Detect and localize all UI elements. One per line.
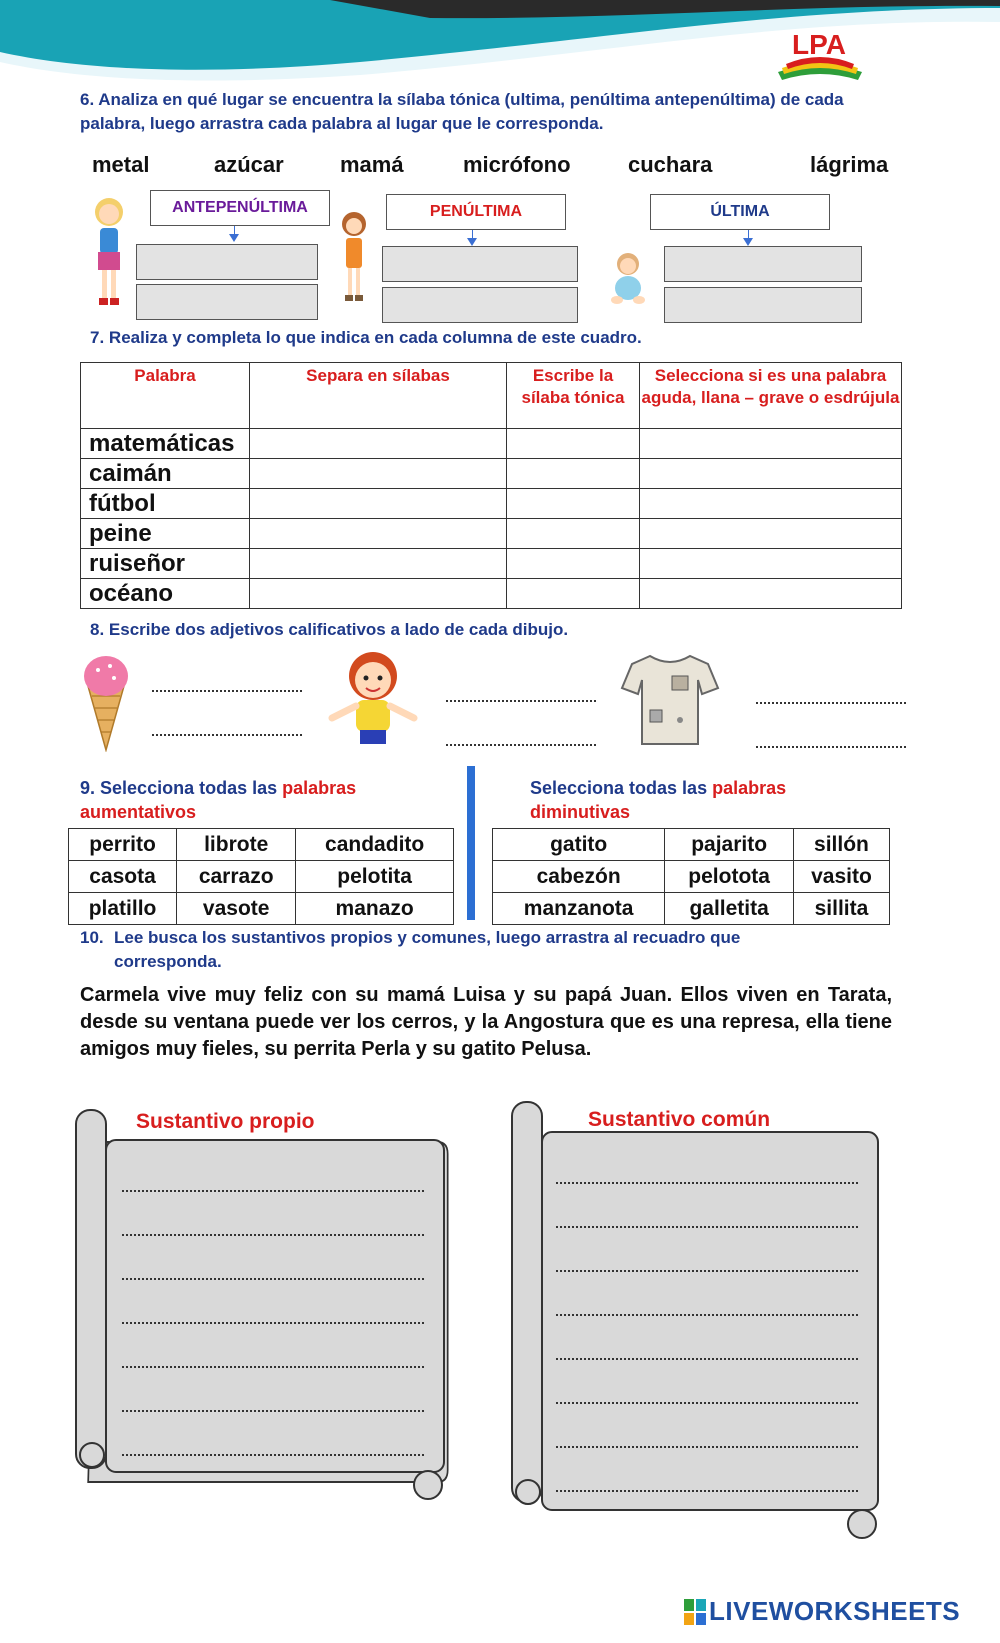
q9-left-prefix: Selecciona todas las [100,778,278,798]
drop-line[interactable] [556,1490,858,1492]
drop-line[interactable] [556,1446,858,1448]
category-ultima: ÚLTIMA [650,194,830,230]
liveworksheets-logo-icon [684,1599,706,1625]
q9-number: 9. [80,778,96,798]
input-cell[interactable] [507,489,640,519]
drop-slot[interactable] [136,244,318,280]
arrow-line [472,230,473,238]
q6-instructions [80,88,910,136]
select-cell[interactable] [640,459,902,489]
girl-illustration [336,208,372,306]
arrow-down-icon [467,238,477,246]
table-word: peine [81,519,250,549]
answer-line[interactable] [446,744,596,746]
input-cell[interactable] [507,429,640,459]
answer-line[interactable] [152,734,302,736]
arrow-down-icon [743,238,753,246]
word-option[interactable]: sillón [793,829,889,861]
drop-slot[interactable] [136,284,318,320]
select-cell[interactable] [640,429,902,459]
drop-slot[interactable] [664,246,862,282]
word-option[interactable]: vasito [793,861,889,893]
drop-line[interactable] [556,1358,858,1360]
drop-slot[interactable] [382,287,578,323]
input-cell[interactable] [507,519,640,549]
input-cell[interactable] [250,489,507,519]
q7-number: 7. [90,328,105,347]
col-header: Separa en sílabas [250,363,507,429]
drop-line[interactable] [556,1182,858,1184]
word-option[interactable]: gatito [493,829,665,861]
arrow-line [748,230,749,238]
input-cell[interactable] [507,549,640,579]
drop-line[interactable] [556,1314,858,1316]
drop-slot[interactable] [664,287,862,323]
q10-text: Lee busca los sustantivos propios y comunes, luego arrastra al recuadro que corresponda. [114,928,741,971]
word-option[interactable]: casota [69,861,177,893]
torn-shirt-icon [620,650,720,750]
word-option[interactable]: platillo [69,893,177,925]
col-header: Selecciona si es una palabra aguda, llana – grave o esdrújula [640,363,902,429]
answer-line[interactable] [446,700,596,702]
q10-number: 10. [80,928,104,947]
draggable-word[interactable]: azúcar [214,152,284,177]
girl-doll-icon [326,646,420,752]
table-word: caimán [81,459,250,489]
input-cell[interactable] [250,519,507,549]
arrow-line [234,226,235,234]
girl-illustration [84,190,134,315]
story-paragraph: Carmela vive muy feliz con su mamá Luisa y su papá Juan. Ellos viven en Tarata, desde su ventana puede ver los cerros, y la Angostura que es una represa, ella tiene amigos muy fieles, su perrita Perla y su gatito Pelusa. [80,984,892,1060]
select-cell[interactable] [640,549,902,579]
augmentative-table [68,828,454,925]
q6-text: Analiza en qué lugar se encuentra la sílaba tónica (ultima, penúltima antepenúltima) de cada palabra, luego arrastra cada palabra al lugar que le corresponda. [80,90,844,133]
syllable-table [80,362,902,609]
table-word: fútbol [81,489,250,519]
select-cell[interactable] [640,579,902,609]
word-option[interactable]: manzanota [493,893,665,925]
word-option[interactable]: sillita [793,893,889,925]
answer-line[interactable] [756,746,906,748]
table-word: océano [81,579,250,609]
drop-line[interactable] [556,1226,858,1228]
footer-brand: LIVEWORKSHEETS [709,1596,961,1626]
ice-cream-icon [80,648,132,752]
word-option[interactable]: pelotota [665,861,794,893]
input-cell[interactable] [250,429,507,459]
word-option[interactable]: perrito [69,829,177,861]
scroll-box-comun [506,1094,890,1554]
select-cell[interactable] [640,519,902,549]
drop-line[interactable] [556,1402,858,1404]
q6-number: 6. [80,90,95,109]
category-penultima: PENÚLTIMA [386,194,566,230]
word-option[interactable]: cabezón [493,861,665,893]
logo-text: LPA [792,29,846,60]
drop-line[interactable] [122,1278,424,1280]
word-option[interactable]: vasote [177,893,296,925]
q9-left-instructions [80,776,460,824]
arrow-down-icon [229,234,239,242]
draggable-word[interactable]: lágrima [810,152,889,177]
drop-line[interactable] [556,1270,858,1272]
q9-left-highlight: palabras aumentativos [80,778,357,822]
box-left-title: Sustantivo propio [136,1110,315,1133]
category-antepenultima: ANTEPENÚLTIMA [150,190,330,226]
drop-line[interactable] [122,1410,424,1412]
input-cell[interactable] [250,549,507,579]
col-header: Palabra [81,363,250,429]
drop-line[interactable] [122,1322,424,1324]
answer-line[interactable] [756,702,906,704]
scroll-box-propio [70,1100,456,1520]
drop-line[interactable] [122,1190,424,1192]
draggable-word[interactable]: metal [92,152,150,177]
col-header: Escribe la sílaba tónica [507,363,640,429]
draggable-word[interactable]: mamá [340,152,404,177]
q10-instructions [80,926,840,974]
drop-line[interactable] [122,1234,424,1236]
input-cell[interactable] [250,579,507,609]
q7-text: Realiza y completa lo que indica en cada columna de este cuadro. [108,328,642,347]
column-divider [467,766,475,920]
word-option[interactable]: manazo [296,893,454,925]
word-option[interactable]: candadito [296,829,454,861]
q9-right-highlight: palabras diminutivas [530,778,787,822]
word-option[interactable]: librote [177,829,296,861]
select-cell[interactable] [640,489,902,519]
word-option[interactable]: carrazo [177,861,296,893]
table-word: ruiseñor [81,549,250,579]
draggable-word[interactable]: micrófono [463,152,571,177]
input-cell[interactable] [507,459,640,489]
q9-right-instructions [530,776,870,824]
word-option[interactable]: galletita [665,893,794,925]
drop-line[interactable] [122,1366,424,1368]
drop-slot[interactable] [382,246,578,282]
q8-instructions [90,618,890,642]
box-right-title: Sustantivo común [588,1108,771,1131]
liveworksheets-footer [684,1596,960,1627]
baby-illustration [608,250,648,306]
q7-instructions [90,326,890,350]
q8-text: Escribe dos adjetivos calificativos a lado de cada dibujo. [108,620,569,639]
answer-line[interactable] [152,690,302,692]
word-option[interactable]: pajarito [665,829,794,861]
input-cell[interactable] [250,459,507,489]
lpa-logo [770,24,870,84]
word-option[interactable]: pelotita [296,861,454,893]
input-cell[interactable] [507,579,640,609]
drop-line[interactable] [122,1454,424,1456]
q8-number: 8. [90,620,105,639]
diminutive-table [492,828,890,925]
draggable-word[interactable]: cuchara [628,152,713,177]
table-word: matemáticas [81,429,250,459]
q9-right-prefix: Selecciona todas las [530,778,708,798]
